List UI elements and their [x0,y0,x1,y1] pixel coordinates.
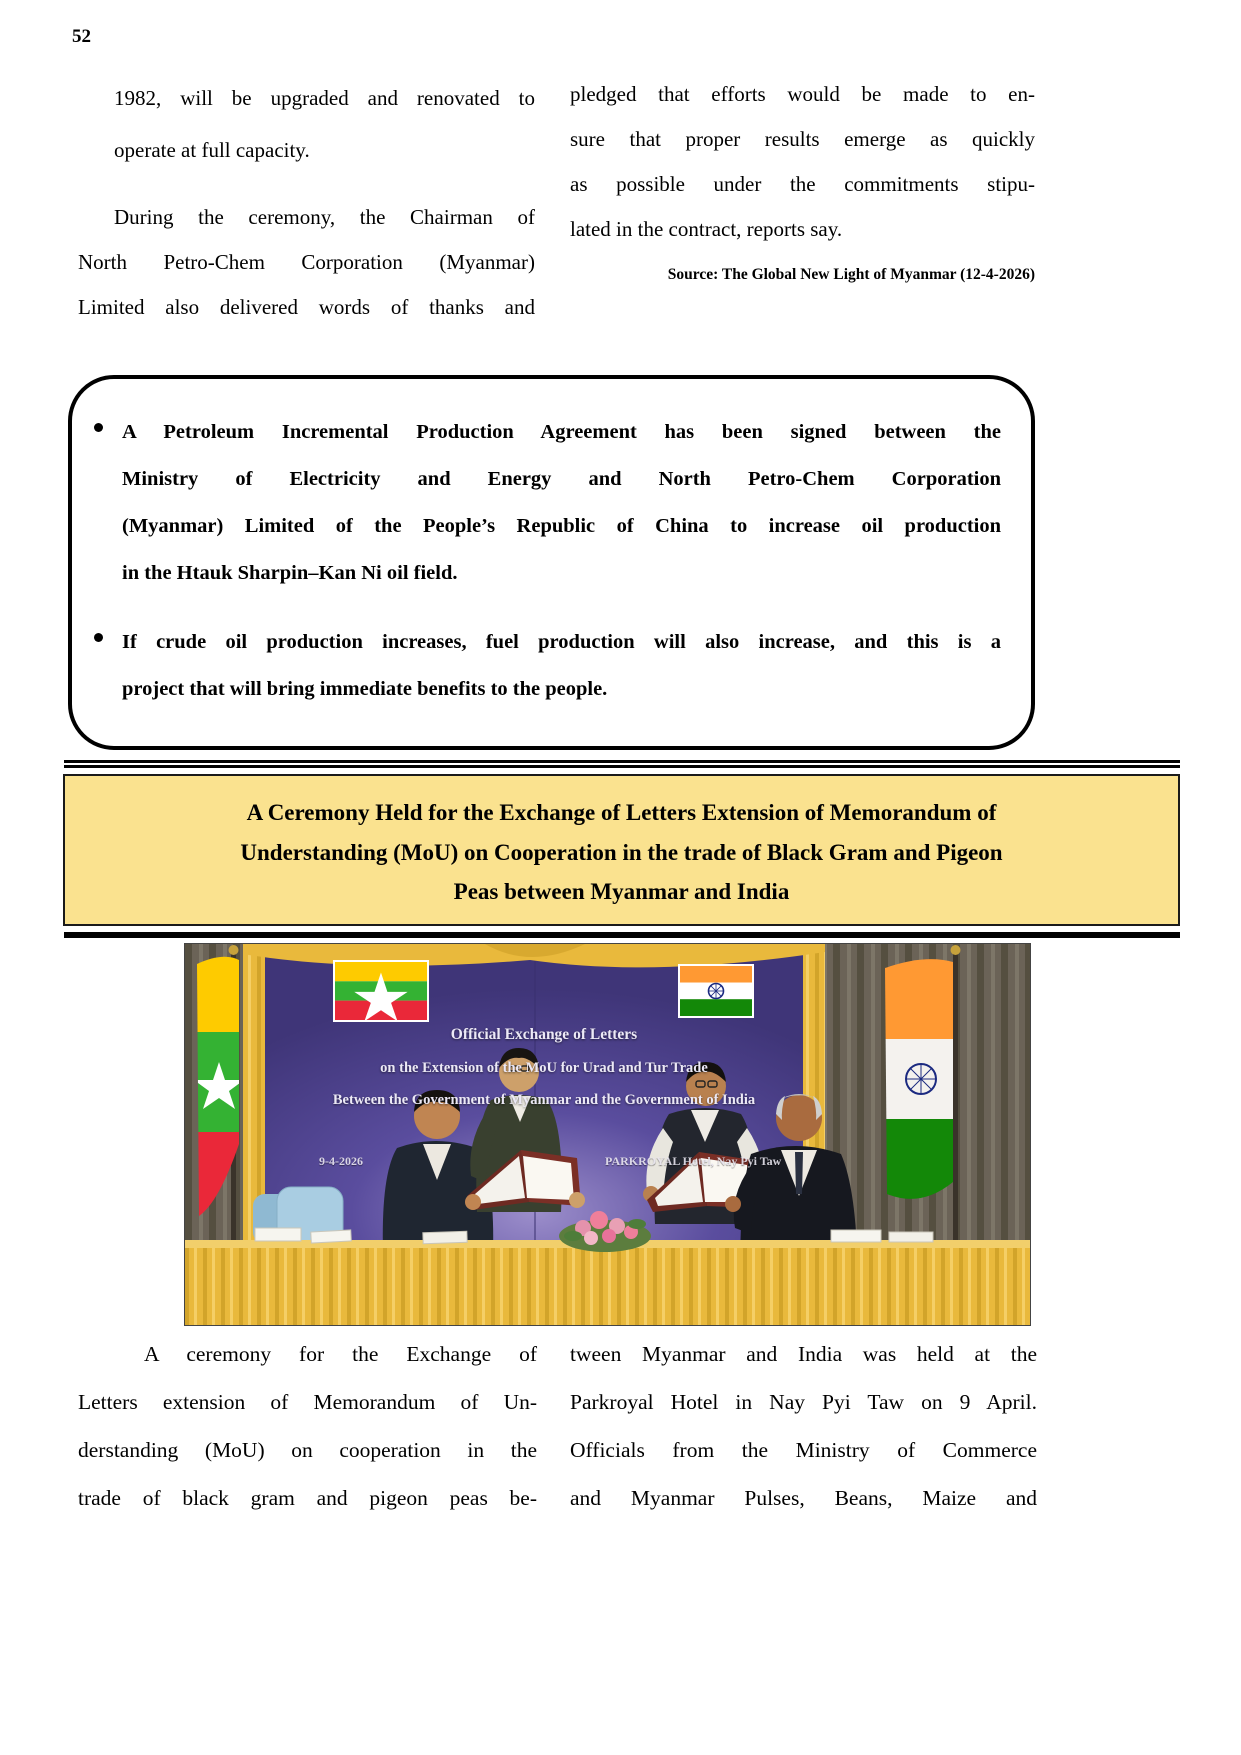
text-line: sure that proper results emerge as quickly [570,127,1035,151]
ceremony-photo [185,944,1030,1325]
text-line: Ministry of Electricity and Energy and North Petro-Chem Corporation [122,468,1001,490]
bullet-item [122,619,1001,713]
bottom-article-right-column [570,1330,1037,1522]
text-line: lated in the contract, reports say. [570,217,843,241]
text-line: derstanding (MoU) on cooperation in the [78,1438,537,1462]
source-line: Source: The Global New Light of Myanmar (12-4-2026) [667,266,1035,283]
bullet-text [122,409,1001,597]
bottom-article-left-column [78,1330,537,1522]
text-line: 1982, will be upgraded and renovated to [114,86,535,110]
double-rule-divider [64,760,1180,768]
text-line: in the Htauk Sharpin–Kan Ni oil field. [122,562,458,584]
text-line: North Petro-Chem Corporation (Myanmar) [78,250,535,274]
bullet-dot-icon [94,423,103,432]
name-card [311,1230,352,1243]
rule-divider [64,932,1180,938]
text-line: tween Myanmar and India was held at the [570,1342,1037,1366]
text-line: trade of black gram and pigeon peas be- [78,1486,537,1510]
headline-line: A Ceremony Held for the Exchange of Letters Extension of Memorandum of [246,800,997,825]
photo-date: 9-4-2026 [319,1154,363,1168]
text-line: pledged that efforts would be made to en- [570,82,1035,106]
paragraph [114,72,535,176]
text-line: During the ceremony, the Chairman of [114,205,535,229]
name-card [255,1228,301,1241]
text-line: operate at full capacity. [114,138,310,162]
photo-banner-line: on the Extension of the MoU for Urad and Tur Trade [380,1060,708,1076]
headline-line: Peas between Myanmar and India [453,879,790,904]
text-line: (Myanmar) Limited of the People’s Republic of China to increase oil production [122,515,1001,537]
text-line: A ceremony for the Exchange of [144,1342,537,1366]
bullet-item [122,409,1001,597]
text-line: and Myanmar Pulses, Beans, Maize and [570,1486,1037,1510]
name-card [889,1232,933,1242]
highlight-box [68,375,1035,750]
headline-line: Understanding (MoU) on Cooperation in the trade of Black Gram and Pigeon [240,839,1003,865]
text-line: Officials from the Ministry of Commerce [570,1438,1037,1462]
myanmar-flag-graphic [333,960,429,1022]
photo-venue: PARKROYAL Hotel, Nay Pyi Taw [605,1154,782,1168]
photo-banner-line: Between the Government of Myanmar and the Government of India [332,1092,756,1108]
top-article-left-column [78,72,535,330]
india-flag-graphic [678,964,754,1018]
bullet-text [122,619,1001,713]
top-article-right-column [570,72,1035,252]
name-card [831,1230,881,1242]
name-card [423,1231,467,1244]
text-line: Parkroyal Hotel in Nay Pyi Taw on 9 April. [570,1390,1037,1414]
text-line: project that will bring immediate benefits to the people. [122,678,608,700]
text-line: If crude oil production increases, fuel production will also increase, and this is a [122,631,1001,653]
text-line: as possible under the commitments stipu- [570,172,1035,196]
photo-banner-line: Official Exchange of Letters [450,1026,638,1043]
text-line: A Petroleum Incremental Production Agreement has been signed between the [122,421,1001,443]
bullet-dot-icon [94,633,103,642]
headline-box [63,774,1180,926]
paragraph [78,195,535,330]
page-number: 52 [72,26,91,47]
text-line: Limited also delivered words of thanks and [78,295,535,319]
text-line: Letters extension of Memorandum of Un- [78,1390,537,1414]
photo-scene [185,944,1030,1325]
